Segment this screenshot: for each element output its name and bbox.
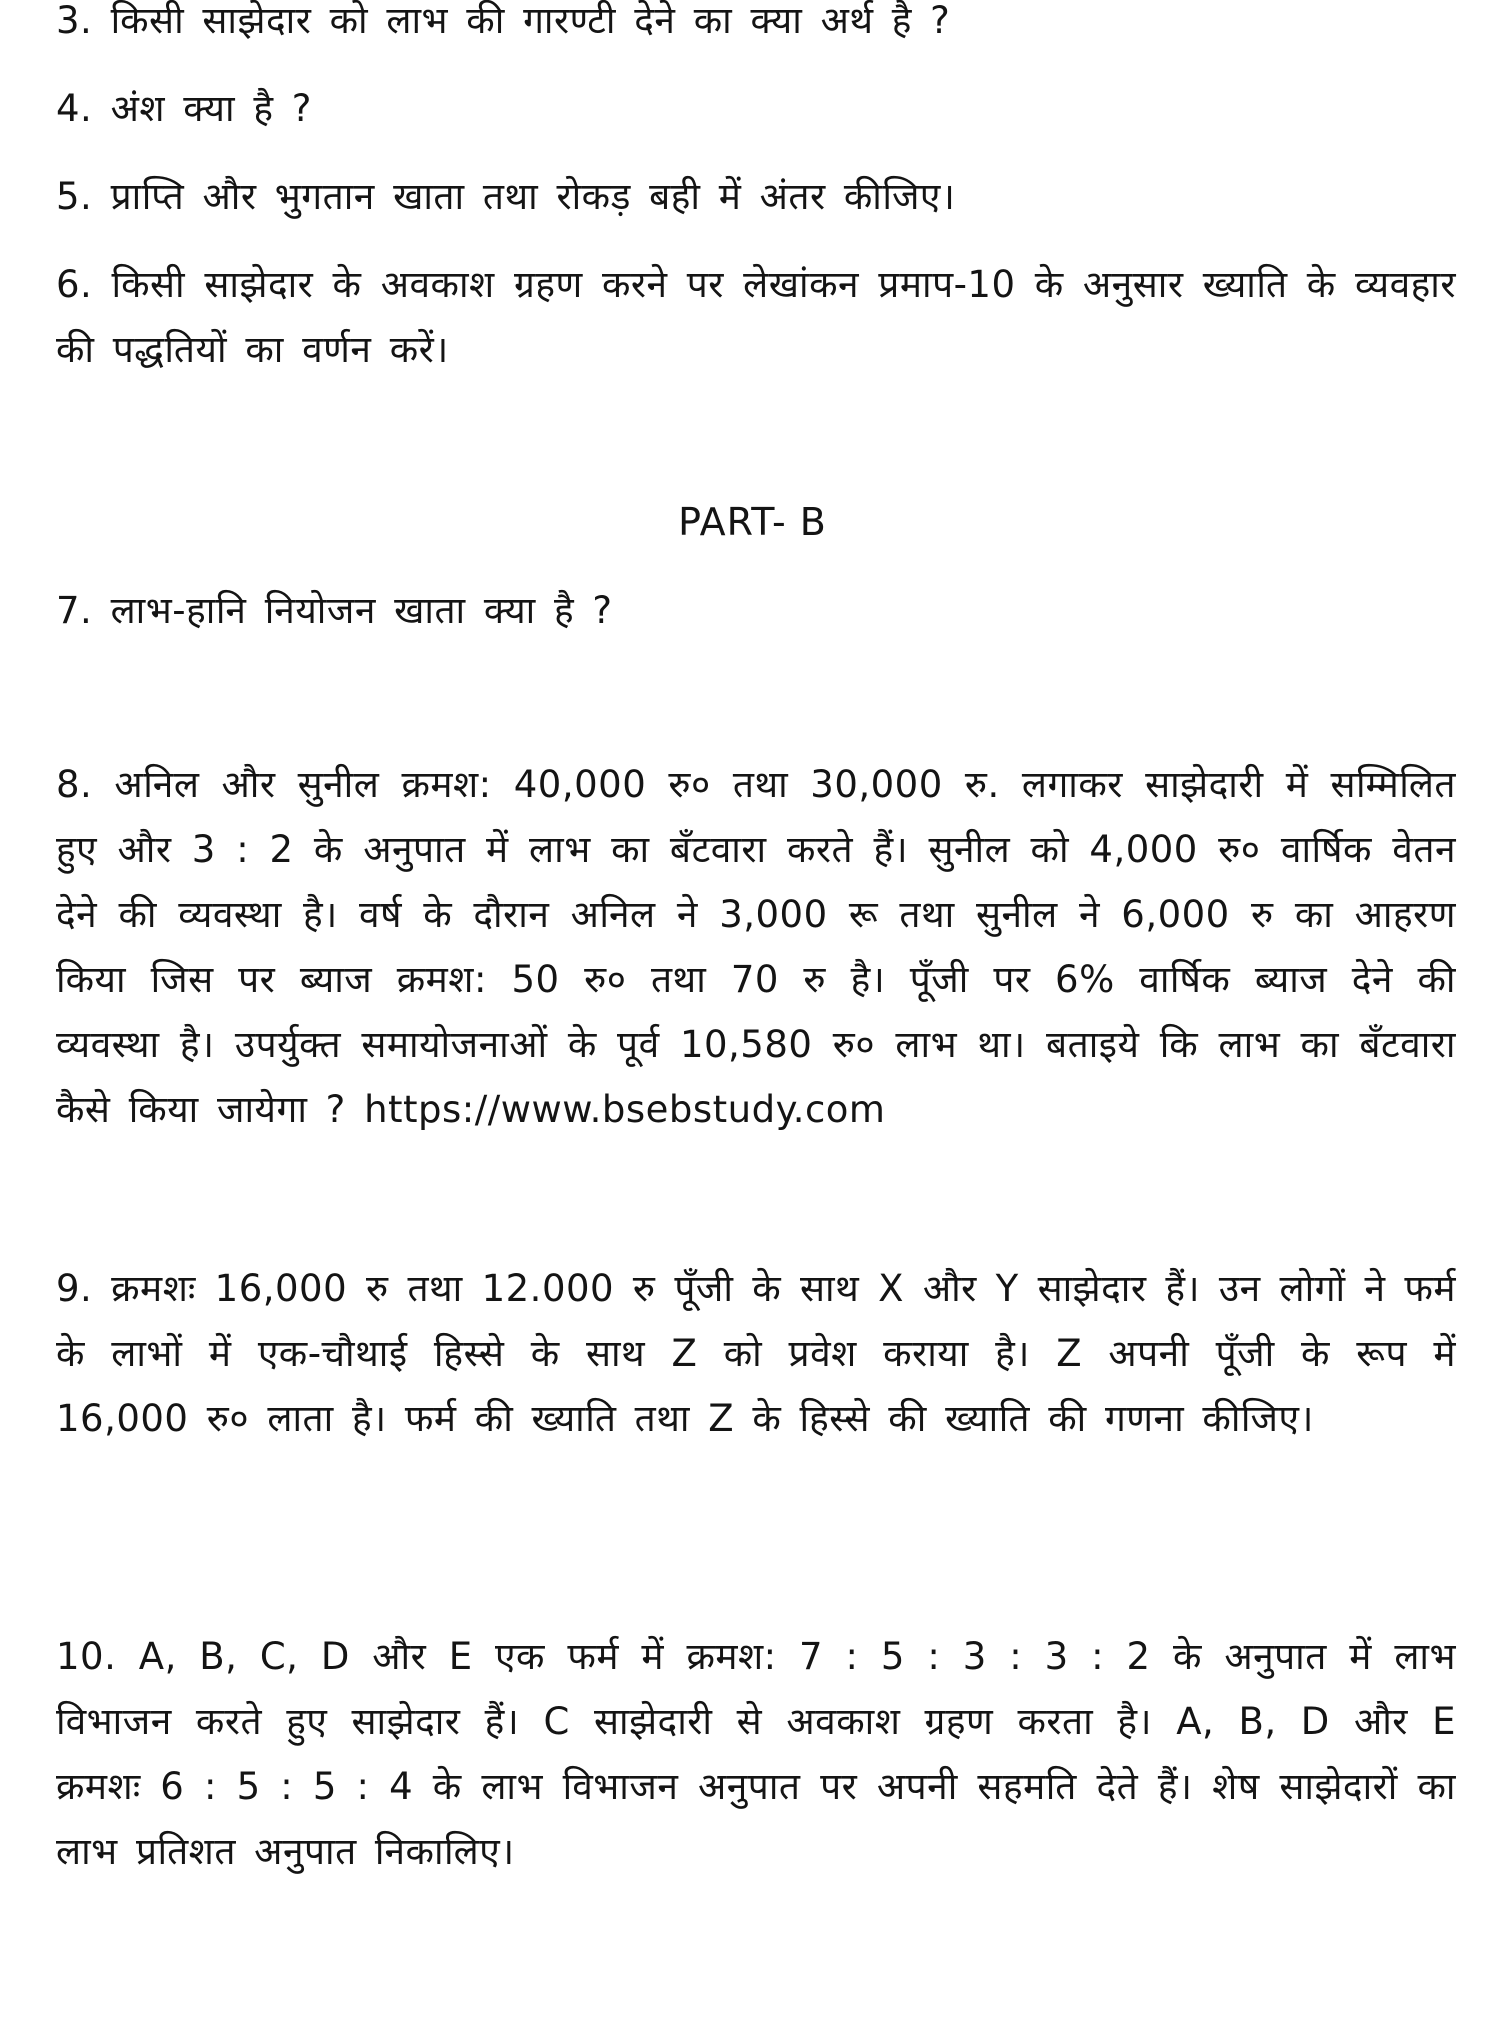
question-6: 6. किसी साझेदार के अवकाश ग्रहण करने पर लेखांकन प्रमाप-10 के अनुसार ख्याति के व्यवहार की पद्धतियों का वर्णन करें।: [56, 263, 1456, 371]
question-9: 9. क्रमशः 16,000 रु तथा 12.000 रु पूँजी के साथ X और Y साझेदार हैं। उन लोगों ने फर्म के लाभों में एक-चौथाई हिस्से के साथ Z को प्रवेश कराया है। Z अपनी पूँजी के रूप में 16,000 रु० लाता है। फर्म की ख्याति तथा Z के हिस्से की ख्याति की गणना कीजिए।: [56, 1267, 1456, 1440]
question-4: 4. अंश क्या है ?: [56, 87, 312, 130]
question-3: 3. किसी साझेदार को लाभ की गारण्टी देने का क्या अर्थ है ?: [56, 0, 951, 42]
question-7: 7. लाभ-हानि नियोजन खाता क्या है ?: [56, 589, 613, 632]
part-b-heading: PART- B: [678, 500, 827, 544]
question-5: 5. प्राप्ति और भुगतान खाता तथा रोकड़ बही में अंतर कीजिए।: [56, 175, 956, 218]
question-8: 8. अनिल और सुनील क्रमश: 40,000 रु० तथा 30,000 रु. लगाकर साझेदारी में सम्मिलित हुए और 3 : 2 के अनुपात में लाभ का बँटवारा करते हैं। सुनील को 4,000 रु० वार्षिक वेतन देने की व्यवस्था है। वर्ष के दौरान अनिल ने 3,000 रू तथा सुनील ने 6,000 रु का आहरण किया जिस पर ब्याज क्रमश: 50 रु० तथा 70 रु है। पूँजी पर 6% वार्षिक ब्याज देने की व्यवस्था है। उपर्युक्त समायोजनाओं के पूर्व 10,580 रु० लाभ था। बताइये कि लाभ का बँटवारा कैसे किया जायेगा ? https://www.bsebstudy.com: [56, 763, 1456, 1131]
question-10: 10. A, B, C, D और E एक फर्म में क्रमश: 7 : 5 : 3 : 3 : 2 के अनुपात में लाभ विभाजन करते हुए साझेदार हैं। C साझेदारी से अवकाश ग्रहण करता है। A, B, D और E क्रमशः 6 : 5 : 5 : 4 के लाभ विभाजन अनुपात पर अपनी सहमति देते हैं। शेष साझेदारों का लाभ प्रतिशत अनुपात निकालिए।: [56, 1635, 1456, 1873]
